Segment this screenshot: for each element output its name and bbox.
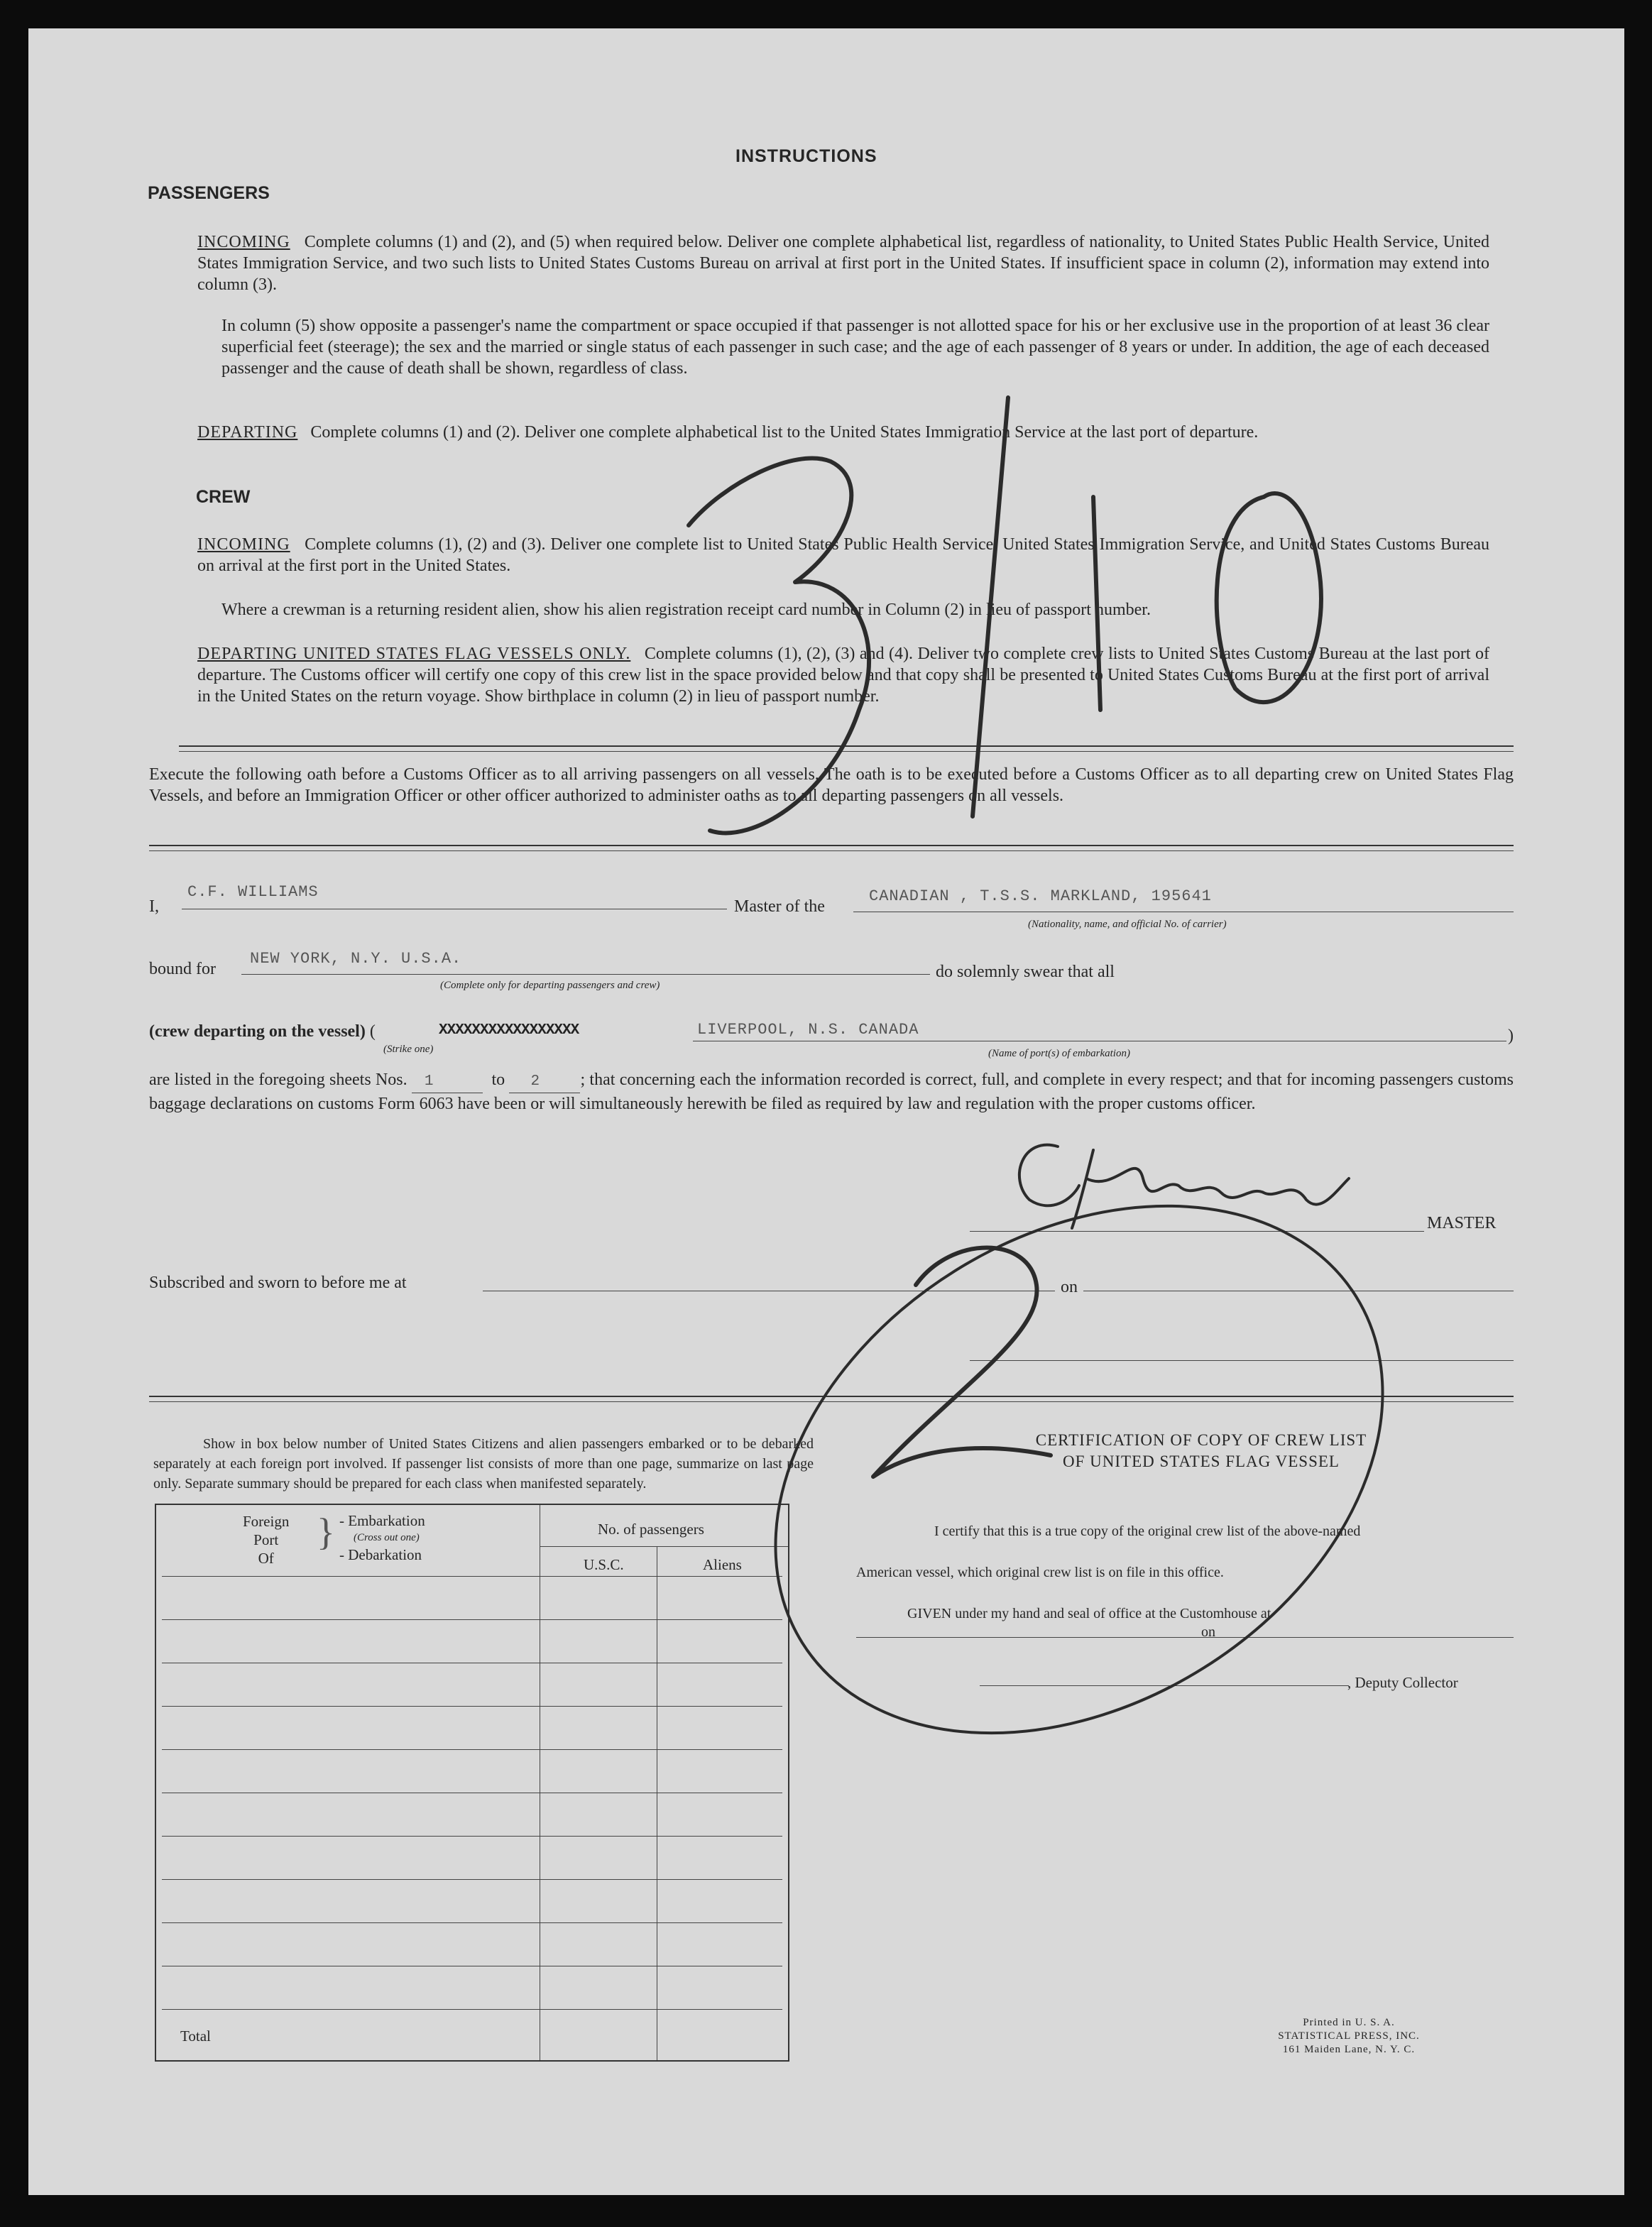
- printer-line1: Printed in U. S. A.: [1303, 2017, 1395, 2028]
- port-caption: (Name of port(s) of embarkation): [988, 1048, 1130, 1059]
- bound-for-label: bound for: [149, 960, 216, 978]
- document-page: [28, 28, 1624, 2195]
- usc-header: U.S.C.: [584, 1556, 624, 1573]
- certification-title: [889, 1430, 1514, 1472]
- divider: [149, 1401, 1514, 1402]
- crew-incoming-label: INCOMING: [197, 535, 290, 554]
- carrier-caption: (Nationality, name, and official No. of carrier): [1028, 919, 1227, 930]
- printer-line2: STATISTICAL PRESS, INC.: [1278, 2030, 1420, 2042]
- subscribed-label: Subscribed and sworn to before me at: [149, 1274, 407, 1292]
- crewman-paragraph: Where a crewman is a returning resident alien, show his alien registration receipt card number in Column (2) in lieu of passport number.: [221, 601, 1151, 619]
- oath-instructions: Execute the following oath before a Customs Officer as to all arriving passengers on all vessels. The oath is to be executed before a Customs Officer as to all departing crew on United States Flag Vessels, and before an Immigration Officer or other officer authorized to administer oaths as to all departing passengers on all vessels.: [149, 765, 1514, 805]
- passengers-departing-paragraph: [197, 422, 1489, 443]
- table-row-line: [162, 1706, 782, 1707]
- master-signature-line: [970, 1231, 1424, 1232]
- listed-prefix: are listed in the foregoing sheets Nos.: [149, 1071, 407, 1089]
- departing-label: DEPARTING: [197, 423, 298, 442]
- to-label: to: [491, 1071, 505, 1089]
- master-name-field[interactable]: C.F. WILLIAMS: [187, 883, 319, 901]
- deputy-signature-line: [980, 1685, 1349, 1686]
- crew-incoming-text: Complete columns (1), (2) and (3). Deliver one complete list to United States Public Health Service, United States Immigration Service, and United States Customs Bureau on arrival at the first port in the United States.: [197, 535, 1489, 575]
- cert-on-label: on: [1201, 1624, 1215, 1640]
- table-row-line: [162, 1576, 782, 1577]
- bound-for-line: [241, 974, 930, 975]
- divider: [179, 751, 1514, 752]
- instructions-title: INSTRUCTIONS: [735, 146, 877, 166]
- struck-text: XXXXXXXXXXXXXXXXX: [439, 1022, 579, 1039]
- summary-table: [155, 1504, 789, 2062]
- table-row-line: [162, 1879, 782, 1880]
- of-label: Of: [258, 1550, 274, 1567]
- foreign-label: Foreign: [243, 1513, 290, 1530]
- table-row-line: [162, 2009, 782, 2010]
- table-row-line: [162, 1749, 782, 1750]
- master-of-label: Master of the: [734, 897, 825, 916]
- passengers-heading: PASSENGERS: [148, 183, 270, 203]
- aliens-header: Aliens: [703, 1556, 742, 1573]
- passengers-incoming-text: Complete columns (1) and (2), and (5) when required below. Deliver one complete alphabetical list, regardless of nationality, to United States Public Health Service, United States Immigration Service, and two such lists to United States Customs Bureau on arrival at first port in the United States. If insufficient space in column (2), information may extend into column (3).: [197, 233, 1489, 294]
- table-header-divider: [540, 1546, 788, 1547]
- divider: [149, 1396, 1514, 1397]
- listed-paragraph: [149, 1069, 1514, 1115]
- certify-text: I certify that this is a true copy of the original crew list of the above-named: [934, 1523, 1361, 1539]
- divider: [149, 850, 1514, 851]
- bound-for-field[interactable]: NEW YORK, N.Y. U.S.A.: [250, 950, 462, 968]
- paren-close: ): [1508, 1027, 1514, 1045]
- sheet-to-field[interactable]: 2: [509, 1071, 580, 1093]
- bound-caption: (Complete only for departing passengers and crew): [440, 980, 660, 991]
- carrier-field[interactable]: CANADIAN , T.S.S. MARKLAND, 195641: [869, 887, 1212, 905]
- foreign-port-of-label: [243, 1512, 289, 1567]
- subscribed-on-label: on: [1061, 1278, 1078, 1296]
- printer-line3: 161 Maiden Lane, N. Y. C.: [1282, 2044, 1416, 2055]
- flag-vessels-paragraph: [197, 643, 1489, 707]
- no-of-passengers-label: No. of passengers: [598, 1521, 704, 1538]
- column5-paragraph: In column (5) show opposite a passenger's name the compartment or space occupied if that passenger is not allotted space for his or her exclusive use in the proportion of at least 36 clear superficial feet (steerage); the sex and the married or single status of each passenger in such case; and the age of each passenger of 8 years or under. In addition, the age of each deceased passenger and the cause of death shall be shown, regardless of class.: [221, 317, 1489, 378]
- american-vessel-text: American vessel, which original crew list is on file in this office.: [856, 1565, 1224, 1580]
- crew-incoming-paragraph: [197, 534, 1489, 576]
- cross-out-label: (Cross out one): [354, 1532, 420, 1543]
- given-text: GIVEN under my hand and seal of office at the Customhouse at: [907, 1606, 1271, 1621]
- table-row-line: [162, 1922, 782, 1923]
- printer-imprint: [1264, 2016, 1434, 2057]
- certification-title-line2: OF UNITED STATES FLAG VESSEL: [1063, 1452, 1340, 1470]
- crew-heading: CREW: [196, 487, 251, 507]
- flag-vessels-text: Complete columns (1), (2), (3) and (4). Deliver two complete crew lists to United States Customs Bureau at the last port of departure. The Customs officer will certify one copy of this crew list in the space provided below and that copy shall be presented to United States Customs Bureau at the first port of arrival in the United States on the return voyage. Show birthplace in column (2) in lieu of passport number.: [197, 645, 1489, 706]
- brace: }: [317, 1511, 335, 1553]
- strike-caption: (Strike one): [383, 1044, 434, 1055]
- summary-instructions: Show in box below number of United States Citizens and alien passengers embarked or to be debarked separately at each foreign port involved. If passenger list consists of more than one page, summarize on last page only. Separate summary should be prepared for each class when manifested separately.: [153, 1436, 814, 1492]
- debarkation-label: - Debarkation: [339, 1546, 422, 1563]
- i-label: I,: [149, 897, 159, 916]
- officer-signature-line: [970, 1360, 1514, 1361]
- flag-vessels-label: DEPARTING UNITED STATES FLAG VESSELS ONLY.: [197, 645, 631, 663]
- deputy-collector-label: , Deputy Collector: [1347, 1674, 1458, 1691]
- port-field[interactable]: LIVERPOOL, N.S. CANADA: [697, 1021, 919, 1039]
- customhouse-place-line: [856, 1637, 1225, 1638]
- divider: [149, 845, 1514, 846]
- table-row-line: [162, 1836, 782, 1837]
- cert-date-line: [1221, 1637, 1514, 1638]
- port-label: Port: [253, 1531, 279, 1548]
- total-label: Total: [180, 2028, 211, 2045]
- crew-departing-text: (crew departing on the vessel): [149, 1022, 366, 1041]
- master-signature: [1019, 1145, 1349, 1228]
- table-row-line: [162, 1619, 782, 1620]
- incoming-label: INCOMING: [197, 233, 290, 251]
- master-label: MASTER: [1427, 1214, 1497, 1232]
- sheet-from-field[interactable]: 1: [412, 1071, 483, 1093]
- swear-label: do solemnly swear that all: [936, 963, 1115, 981]
- crew-departing-label: (crew departing on the vessel) (: [149, 1022, 376, 1041]
- passengers-incoming-paragraph: [197, 231, 1489, 295]
- embarkation-label: - Embarkation: [339, 1512, 425, 1529]
- divider: [179, 745, 1514, 747]
- certification-title-line1: CERTIFICATION OF COPY OF CREW LIST: [1035, 1431, 1367, 1449]
- passengers-departing-text: Complete columns (1) and (2). Deliver one complete alphabetical list to the United States Immigration Service at the last port of departure.: [310, 423, 1259, 442]
- listed-suffix: ; that concerning each the information recorded is correct, full, and complete in every respect; and that for incoming passengers customs baggage declarations on customs Form 6063 have been or will simultaneously herewith be filed as required by law and regulation with the proper customs officer.: [149, 1071, 1514, 1113]
